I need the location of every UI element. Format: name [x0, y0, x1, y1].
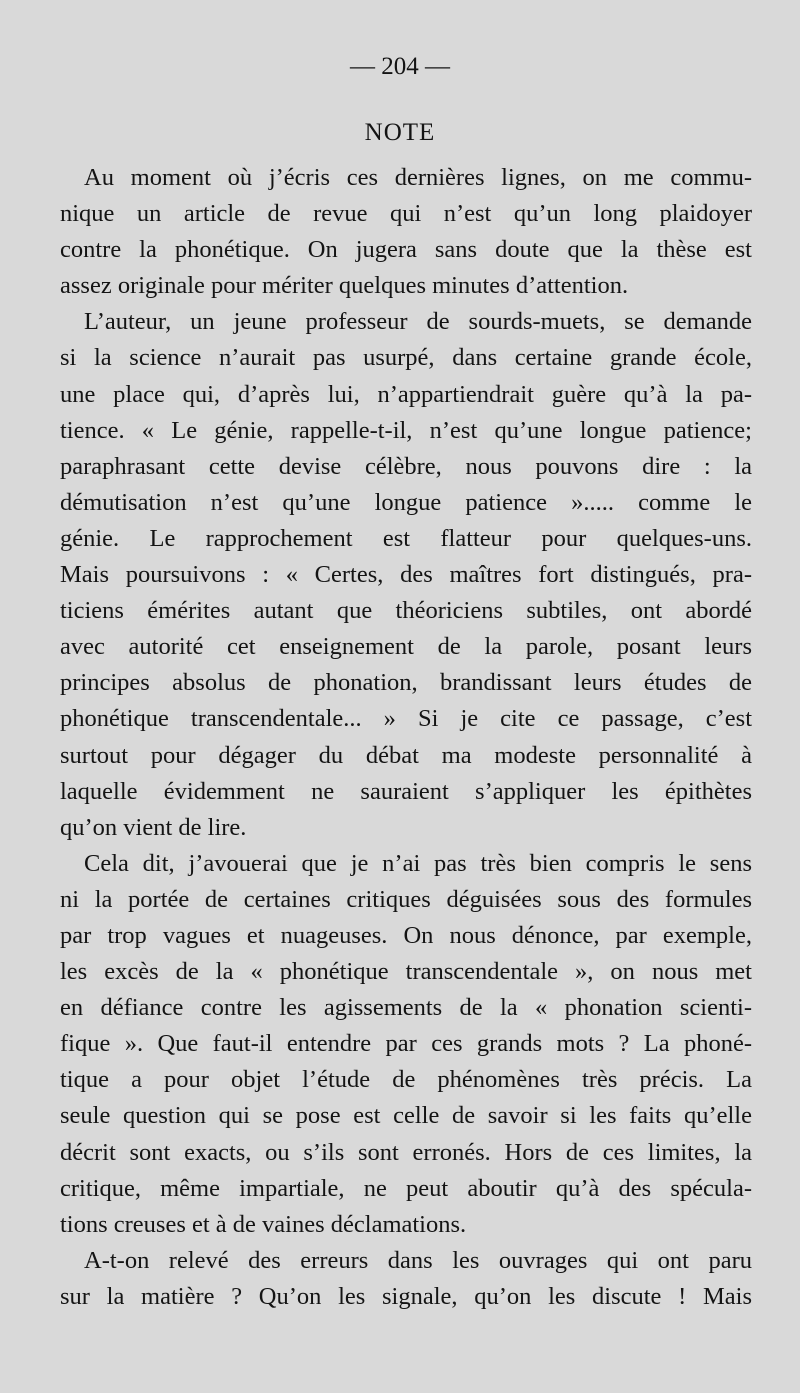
text-line: tience. « Le génie, rappelle-t-il, n’est qu’une longue patience;: [60, 416, 752, 444]
text-line: en défiance contre les agissements de la « phonation scienti-: [60, 994, 752, 1022]
text-line: décrit sont exacts, ou s’ils sont erronés. Hors de ces limites, la: [60, 1138, 752, 1166]
text-line: les excès de la « phonétique transcendentale », on nous met: [60, 958, 752, 986]
text-line: une place qui, d’après lui, n’appartiendrait guère qu’à la pa-: [60, 380, 752, 408]
page-number: — 204 —: [350, 53, 450, 80]
text-line: Au moment où j’écris ces dernières lignes, on me commu-: [84, 164, 752, 191]
text-line: A-t-on relevé des erreurs dans les ouvrages qui ont paru: [84, 1246, 752, 1274]
text-line: phonétique transcendentale... » Si je cite ce passage, c’est: [60, 705, 752, 733]
text-line: ticiens émérites autant que théoriciens subtiles, ont abordé: [60, 597, 752, 625]
text-line: ni la portée de certaines critiques déguisées sous des formules: [60, 885, 752, 913]
text-line: contre la phonétique. On jugera sans doute que la thèse est: [60, 236, 752, 264]
text-line: avec autorité cet enseignement de la parole, posant leurs: [60, 633, 752, 661]
text-line: Cela dit, j’avouerai que je n’ai pas très bien compris le sens: [84, 849, 752, 877]
text-line: tions creuses et à de vaines déclamations.: [60, 1210, 467, 1238]
text-line: par trop vagues et nuageuses. On nous dénonce, par exemple,: [60, 921, 752, 949]
note-heading: NOTE: [364, 119, 436, 146]
text-line: principes absolus de phonation, brandissant leurs études de: [60, 669, 752, 697]
text-line: si la science n’aurait pas usurpé, dans certaine grande école,: [60, 344, 752, 372]
text-line: Mais poursuivons : « Certes, des maîtres fort distingués, pra-: [60, 561, 752, 589]
text-line: tique a pour objet l’étude de phénomènes très précis. La: [60, 1066, 752, 1094]
note-body: [60, 160, 752, 1315]
text-line: seule question qui se pose est celle de savoir si les faits qu’elle: [60, 1102, 752, 1130]
text-line: fique ». Que faut-il entendre par ces grands mots ? La phoné-: [60, 1030, 752, 1058]
text-line: assez originale pour mériter quelques minutes d’attention.: [60, 272, 629, 300]
text-line: paraphrasant cette devise célèbre, nous pouvons dire : la: [60, 452, 752, 480]
text-line: critique, même impartiale, ne peut aboutir qu’à des spécula-: [60, 1174, 752, 1202]
text-line: génie. Le rapprochement est flatteur pour quelques-uns.: [60, 524, 752, 552]
text-line: L’auteur, un jeune professeur de sourds-muets, se demande: [84, 308, 752, 336]
text-line: démutisation n’est qu’une longue patience »..... comme le: [60, 488, 752, 516]
text-line: laquelle évidemment ne sauraient s’appliquer les épithètes: [60, 777, 752, 805]
text-line: sur la matière ? Qu’on les signale, qu’on les discute ! Mais: [60, 1282, 752, 1310]
text-line: qu’on vient de lire.: [60, 813, 247, 841]
text-line: surtout pour dégager du débat ma modeste personnalité à: [60, 741, 752, 769]
text-line: nique un article de revue qui n’est qu’un long plaidoyer: [60, 200, 752, 228]
